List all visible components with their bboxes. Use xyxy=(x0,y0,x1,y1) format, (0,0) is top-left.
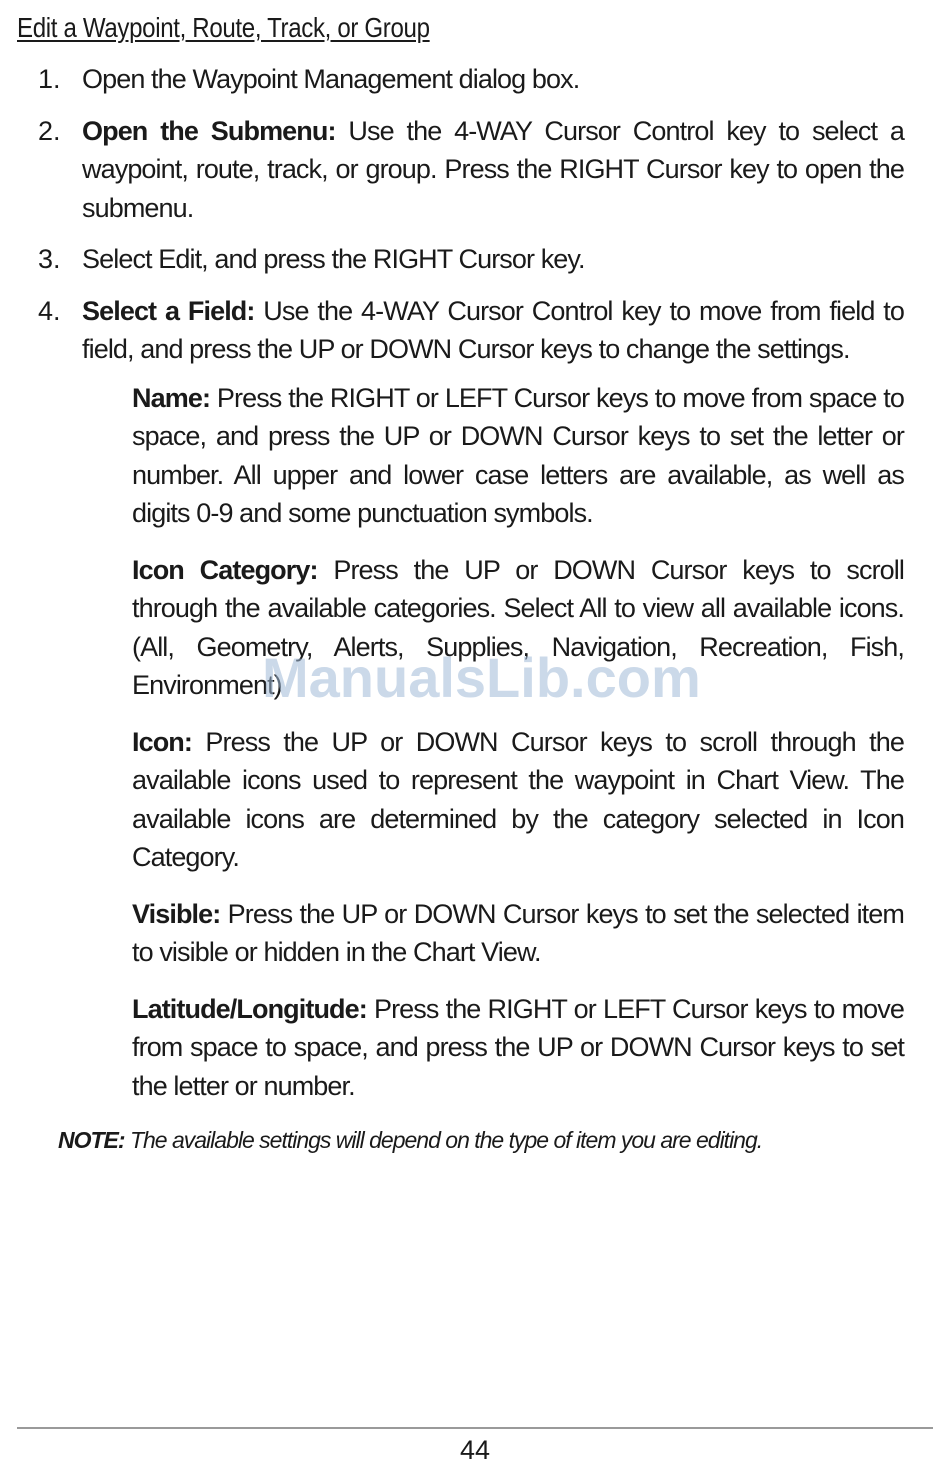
field-icon xyxy=(132,723,904,877)
note-label: NOTE: xyxy=(58,1127,125,1153)
field-label: Icon: xyxy=(132,726,192,757)
field-text: Press the RIGHT or LEFT Cursor keys to move from space to space, and press the UP or DOWN Cursor keys to set the letter or number. xyxy=(132,993,904,1101)
field-icon-category xyxy=(132,551,904,705)
field-text: Press the UP or DOWN Cursor keys to set the selected item to visible or hidden in the Chart View. xyxy=(132,898,904,967)
note-text: The available settings will depend on the type of item you are editing. xyxy=(124,1127,763,1153)
step-text xyxy=(82,292,904,369)
field-name xyxy=(132,379,904,533)
watermark: ManualsLib.com xyxy=(262,646,701,709)
step-number: 3. xyxy=(38,244,61,274)
section-heading: Edit a Waypoint, Route, Track, or Group xyxy=(17,12,430,43)
field-text: Press the UP or DOWN Cursor keys to scroll through the available icons used to represent the waypoint in Chart View. The available icons are determined by the category selected in Icon Category. xyxy=(132,726,904,872)
step-text xyxy=(82,112,904,228)
footer-divider xyxy=(17,1427,933,1429)
field-text: Press the UP or DOWN Cursor keys to scroll through the available categories. Select All to view all available icons. (All, Geometry, Alerts, Supplies, Navigation, Recreation, Fish, Environment) xyxy=(132,554,904,700)
step-1 xyxy=(38,60,904,99)
note xyxy=(58,1124,762,1156)
step-4 xyxy=(38,292,904,1106)
step-number: 1. xyxy=(38,64,61,94)
step-text-body: Open the Waypoint Management dialog box. xyxy=(82,64,580,94)
step-text-body: Use the 4-WAY Cursor Control key to move from field to field, and press the UP or DOWN Cursor keys to change the settings. xyxy=(82,295,904,364)
step-text-body: Use the 4-WAY Cursor Control key to select a waypoint, route, track, or group. Press the RIGHT Cursor key to open the submenu. xyxy=(82,115,904,223)
step-label: Select a Field: xyxy=(82,295,255,326)
page-number: 44 xyxy=(459,1435,491,1465)
steps-list xyxy=(38,60,904,1123)
field-visible xyxy=(132,895,904,972)
step-text xyxy=(82,240,904,279)
step-2 xyxy=(38,112,904,228)
field-latitude-longitude xyxy=(132,990,904,1106)
step-number: 4. xyxy=(38,295,61,326)
field-descriptions xyxy=(132,379,904,1106)
field-label: Latitude/Longitude: xyxy=(132,993,367,1024)
step-3 xyxy=(38,240,904,279)
field-label: Visible: xyxy=(132,898,221,929)
field-text: Press the RIGHT or LEFT Cursor keys to move from space to space, and press the UP or DOWN Cursor keys to set the letter or number. All upper and lower case letters are available, as well as digits 0-9 and some punctuation symbols. xyxy=(132,382,904,528)
field-label: Icon Category: xyxy=(132,554,318,585)
step-text-body: Select Edit, and press the RIGHT Cursor key. xyxy=(82,244,585,274)
step-number: 2. xyxy=(38,115,61,146)
step-label: Open the Submenu: xyxy=(82,115,336,146)
field-label: Name: xyxy=(132,382,211,413)
step-text xyxy=(82,60,904,99)
